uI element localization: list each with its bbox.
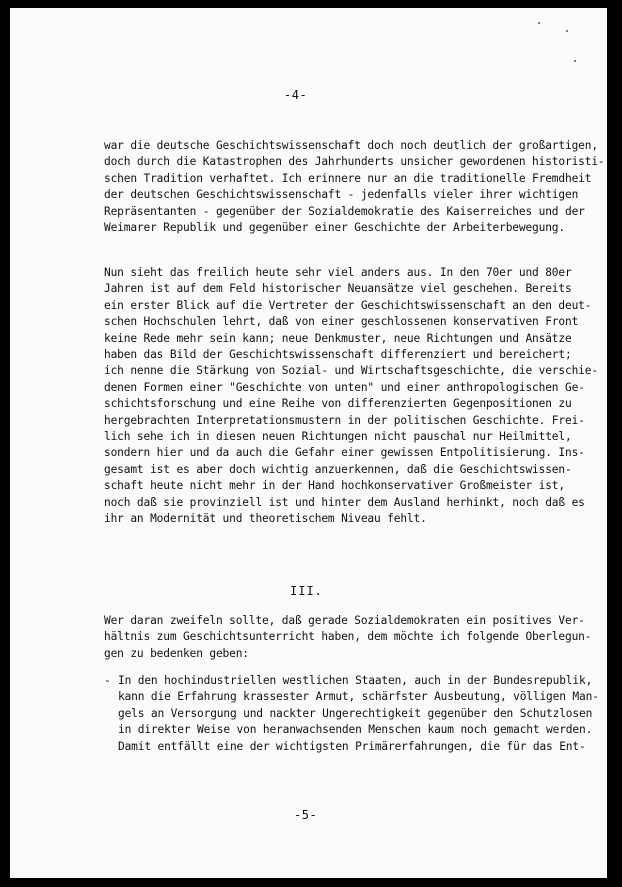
text-line: Repräsentanten - gegenüber der Sozialdemokratie des Kaiserreiches und der [104,204,585,218]
text-line: hältnis zum Geschichtsunterricht haben, dem möchte ich folgende Oberlegun- [104,630,592,644]
text-line: In den hochindustriellen westlichen Staaten, auch in der Bundesrepublik, [118,674,593,687]
text-line: Nun sieht das freilich heute sehr viel anders aus. In den 70er und 80er [104,266,572,279]
text-line: schen Tradition verhaftet. Ich erinnere nur an die traditionelle Fremdheit [104,171,592,185]
text-line: Wer daran zweifeln sollte, daß gerade Sozialdemokraten ein positives Ver- [104,614,585,627]
text-line: denen Formen einer "Geschichte von unten" und einer anthropologischen Ge- [104,380,585,394]
text-line: Damit entfällt eine der wichtigsten Primärerfahrungen, die für das Ent- [118,739,586,753]
text-line: der deutschen Geschichtswissenschaft - jedenfalls vieler ihrer wichtigen [104,188,579,202]
text-line: ein erster Blick auf die Vertreter der Geschichtswissenschaft an den deut- [104,298,592,312]
paragraph-2 [104,265,598,528]
text-line: schichtsforschung und eine Reihe von differenzierten Gegenpositionen zu [104,397,572,411]
text-line: gesamt ist es aber doch wichtig anzuerkennen, daß die Geschichtswissen- [104,462,572,476]
text-line: ich nenne die Stärkung von Sozial- und Wirtschaftsgeschichte, die verschie- [104,364,598,378]
scan-speck [566,30,568,32]
text-line: hergebrachten Interpretationsmustern in der politischen Geschichte. Frei- [104,413,585,427]
text-line: gen zu bedenken geben: [104,646,249,660]
page-number-bottom: -5- [294,808,318,822]
scan-speck [538,22,540,24]
scan-speck [574,60,576,62]
section-heading: III. [290,584,323,598]
text-line: haben das Bild der Geschichtswissenschaft differenziert und bereichert; [104,348,572,362]
text-line: noch daß sie provinziell ist und hinter dem Ausland herhinkt, noch daß es [104,495,585,509]
page-number-top: -4- [284,88,308,102]
paragraph-1 [104,138,605,236]
bullet-text [118,673,599,755]
text-line: gels an Versorgung und nackter Ungerechtigkeit gegenüber den Schutzlosen [118,706,593,720]
text-line: doch durch die Katastrophen des Jahrhunderts unsicher gewordenen historisti- [104,155,605,169]
bullet-marker: - [104,674,111,687]
text-line: schen Hochschulen lehrt, daß von einer geschlossenen konservativen Front [104,315,579,329]
text-line: schaft heute nicht mehr in der Hand hochkonservativer Großmeister ist, [104,479,565,493]
text-line: in direkter Weise von heranwachsenden Menschen kaum noch gemacht werden. [118,723,593,737]
text-line: keine Rede mehr sein kann; neue Denkmuster, neue Richtungen und Ansätze [104,331,572,345]
text-line: sondern hier und da auch die Gefahr einer gewissen Entpolitisierung. Ins- [104,446,585,460]
paragraph-3 [104,613,591,662]
text-line: ihr an Modernität und theoretischem Niveau fehlt. [104,512,427,526]
text-line: lich sehe ich in diesen neuen Richtungen nicht pauschal nur Heilmittel, [104,430,572,444]
text-line: war die deutsche Geschichtswissenschaft doch noch deutlich der großartigen, [104,139,598,152]
text-line: Weimarer Republik und gegenüber einer Geschichte der Arbeiterbewegung. [104,221,565,235]
text-line: Jahren ist auf dem Feld historischer Neuansätze viel geschehen. Bereits [104,282,572,296]
document-page [10,8,607,878]
text-line: kann die Erfahrung krassester Armut, schärfster Ausbeutung, völligen Man- [118,690,599,704]
